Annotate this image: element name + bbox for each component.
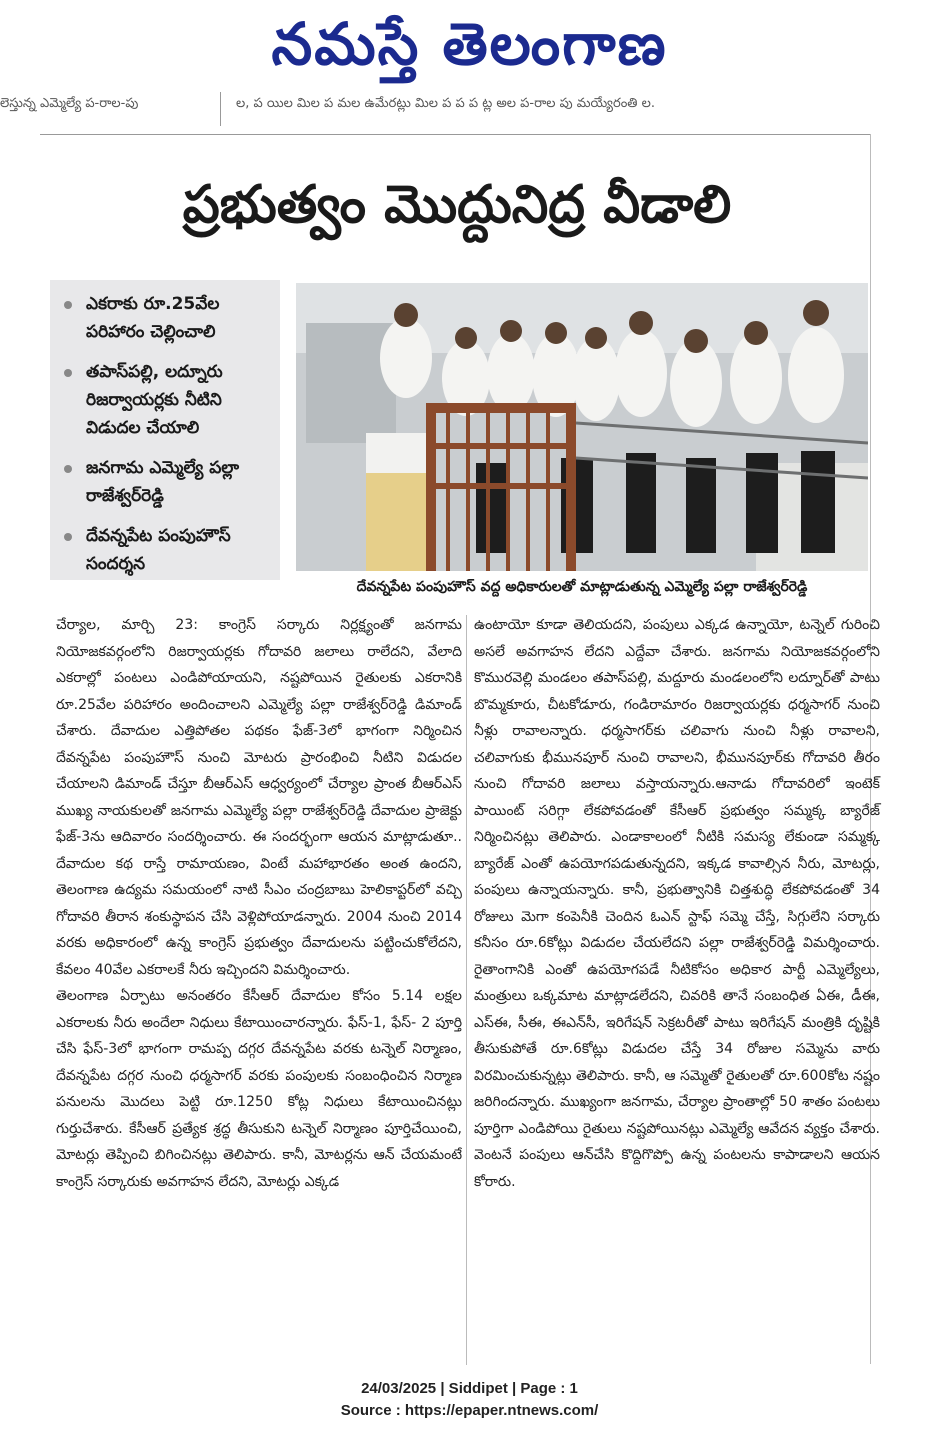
news-photo	[296, 283, 868, 571]
highlight-item	[64, 290, 272, 346]
highlight-item	[64, 522, 272, 578]
footer-source-line: Source : https://epaper.ntnews.com/	[340, 1402, 599, 1419]
page-footer	[0, 1378, 939, 1422]
bullet-icon	[64, 533, 72, 541]
highlight-item	[64, 358, 272, 442]
article-paragraph: తెలంగాణ ఏర్పాటు అనంతరం కేసీఆర్ దేవాదుల కోసం 5.14 లక్షల ఎకరాలకు నీరు అందేలా నిధులు కేటాయించారన్నారు. ఫేస్-1, ఫేస్- 2 పూర్తి చేసి ఫేస్-3లో భాగంగా రామప్ప దగ్గర దేవన్నపేట వరకు టన్నెల్ నిర్మాణం, దేవన్నపేట దగ్గర నుంచి ధర్మసాగర్ వరకు పంపులకు సంబంధించిన నిర్మాణ పనులను మొదలు పెట్టి రూ.1250 కోట్ల నిధులు కేటాయించినట్లు గుర్తుచేశారు. కేసీఆర్ ప్రత్యేక శ్రద్ధ తీసుకుని టన్నెల్ నిర్మాణం పూర్తిచేయించి, మోటర్లు తెప్పించి బిగించినట్లు తెలిపారు. కానీ, మోటర్లను ఆన్ చేయమంటే కాంగ్రెస్ సర్కారుకు అవగాహన లేదని, మోటర్లు ఎక్కడ	[56, 988, 462, 1190]
highlight-item	[64, 454, 272, 510]
article-paragraph: చేర్యాల, మార్చి 23: కాంగ్రెస్ సర్కారు నిర్లక్ష్యంతో జనగామ నియోజకవర్గంలోని రిజర్వాయర్లకు గోదావరి జలాలు రాలేదని, వేలాది ఎకరాల్లో పంటలు ఎండిపోయాయని, నష్టపోయిన రైతులకు ఎకరానికి రూ.25వేల పరిహారం అందించాలని ఎమ్మెల్యే పల్లా రాజేశ్వర్‌రెడ్డి డిమాండ్ చేశారు. దేవాదుల ఎత్తిపోతల పథకం ఫేజ్-3లో భాగంగా నిర్మించిన దేవన్నపేట పంపుహౌస్ నుంచి మోటరు ప్రారంభించి నీటిని విడుదల చేయాలని డిమాండ్ చేస్తూ బీఆర్ఎస్ ఆధ్వర్యంలో చేర్యాల ప్రాంత బీఆర్ఎస్ ముఖ్య నాయకులతో జనగామ ఎమ్మెల్యే పల్లా రాజేశ్వర్‌రెడ్డి దేవాదుల ప్రాజెక్టు ఫేజ్-3ను ఆదివారం సందర్శించారు. ఈ సందర్భంగా ఆయన మాట్లాడుతూ.. దేవాదుల కథ రాస్తే రామాయణం, వింటే మహాభారతం అంత ఉందని, తెలంగాణ ఉద్యమ సమయంలో నాటి సీఎం చంద్రబాబు హెలికాప్టర్‌లో వచ్చి గోదావరి తీరాన శంకుస్థాపన చేసి వెళ్లిపోయాడన్నారు. 2004 నుంచి 2014 వరకు అధికారంలో ఉన్న కాంగ్రెస్ ప్రభుత్వం దేవాదులను పట్టించుకోలేదని, కేవలం 40వేల ఎకరాలకే నీరు ఇచ్చిందని విమర్శించారు.	[56, 617, 462, 978]
photo-illustration	[296, 283, 868, 571]
column-separator	[466, 615, 467, 1365]
highlights-box	[50, 280, 280, 580]
photo-caption: దేవన్నపేట పంపుహౌస్ వద్ద అధికారులతో మాట్లాడుతున్న ఎమ్మెల్యే పల్లా రాజేశ్వర్‌రెడ్డి	[356, 579, 808, 595]
highlights-list	[50, 280, 280, 578]
article-paragraph: ఉంటాయో కూడా తెలియదని, పంపులు ఎక్కడ ఉన్నాయో, టన్నెల్ గురించి అసలే అవగాహన లేదని ఎద్దేవా చేశారు. జనగామ నియోజకవర్గంలోని కొమురవెల్లి మండలం తపాస్‌పల్లి, మద్దూరు మండలంలోని లద్నూర్‌తో పాటు బొమ్మకూరు, చీటకోడూరు, గండిరామారం రిజర్వాయర్లకు ధర్మసాగర్ నుంచి నీళ్లు రావాలన్నారు. ధర్మసాగర్‌కు చలివాగు నుంచి నీళ్లు రావాలని, చలివాగుకు భీమునపూర్ నుంచి రావాలని, భీమునపూర్‌కు గోదావరి తీరం నుంచి గోదావరి జలాలు వస్తాయన్నారు.ఆనాడు గోదావరిలో ఇంటెక్ పాయింట్ సరిగ్గా లేకపోవడంతో కేసీఆర్ ప్రభుత్వం సమ్మక్క బ్యారేజ్ నిర్మించినట్లు తెలిపారు. ఎండాకాలంలో నీటికి సమస్య లేకుండా సమ్మక్క బ్యారేజ్ ఎంతో ఉపయోగపడుతున్నదని, ఇక్కడ కావాల్సిన నీరు, మోటర్లు, పంపులు ఉన్నాయన్నారు. కానీ, ప్రభుత్వానికి చిత్తశుద్ధి లేకపోవడంతో 34 రోజులు మెగా కంపెనీకి చెందిన ఓఎన్ స్టాఫ్ సమ్మె చేస్తే, సిగ్గులేని సర్కారు కనీసం రూ.6కోట్లు విడుదల చేయలేదని పల్లా రాజేశ్వర్‌రెడ్డి విమర్శించారు. రైతాంగానికి ఎంతో ఉపయోగపడే నీటికోసం అధికార పార్టీ ఎమ్మెల్యేలు, మంత్రులు ఒక్కమాట మాట్లాడలేదని, చివరికి తానే సంబంధిత ఏఈ, డీఈ, ఎస్ఈ, సీఈ, ఈఎన్‌సీ, ఇరిగేషన్ సెక్రటరీతో పాటు ఇరిగేషన్ మంత్రికి దృష్టికి తీసుకుపోతే రూ.6కోట్లు విడుదల చేస్తే 34 రోజుల సమ్మెను వారు విరమించుకున్నట్లు తెలిపారు. కానీ, ఆ సమ్మెతో రైతులతో రూ.600కోట నష్టం జరిగిందన్నారు. ముఖ్యంగా జనగామ, చేర్యాల ప్రాంతాల్లో 50 శాతం పంటలు పూర్తిగా ఎండిపోయి రైతులు నష్టపోయినట్లు ఎమ్మెల్యే ఆవేదన వ్యక్తం చేశారు. వెంటనే పంపులు ఆన్‌చేసి కొద్దిగొప్పో ఉన్న పంటలను కాపాడాలని ఆయన కోరారు.	[474, 617, 880, 1190]
newspaper-title: నమస్తే తెలంగాణ	[271, 10, 668, 78]
article-column-right	[474, 612, 880, 1195]
bullet-icon	[64, 301, 72, 309]
highlight-text: దేవన్నపేట పంపుహౌస్ సందర్శన	[86, 526, 231, 574]
highlight-text: ఎకరాకు రూ.25వేల పరిహారం చెల్లించాలి	[86, 294, 220, 342]
highlight-text: తపాస్‌పల్లి, లద్నూరు రిజర్వాయర్లకు నీటిని విడుదల చేయాలి	[86, 362, 223, 438]
bullet-icon	[64, 465, 72, 473]
strip-divider	[220, 92, 221, 126]
masthead	[0, 0, 939, 96]
top-rule	[40, 134, 870, 135]
previous-story-strip: లెస్తున్న ఎమ్మెల్యే ప-రాల-పు	[0, 96, 139, 111]
footer-date-line: 24/03/2025 | Siddipet | Page : 1	[361, 1380, 578, 1397]
highlight-text: జనగామ ఎమ్మెల్యే పల్లా రాజేశ్వర్‌రెడ్డి	[86, 458, 240, 506]
article-column-left	[56, 612, 462, 1195]
headline: ప్రభుత్వం మొద్దునిద్ర వీడాలి	[182, 175, 732, 235]
bullet-icon	[64, 369, 72, 377]
adjacent-story-strip: ల, ప యిల మిల ప మల ఉమేరట్లు మిల ప ప ప ట్ల అల ప-రాల పు మయ్యేరంతి ల.	[236, 96, 655, 111]
